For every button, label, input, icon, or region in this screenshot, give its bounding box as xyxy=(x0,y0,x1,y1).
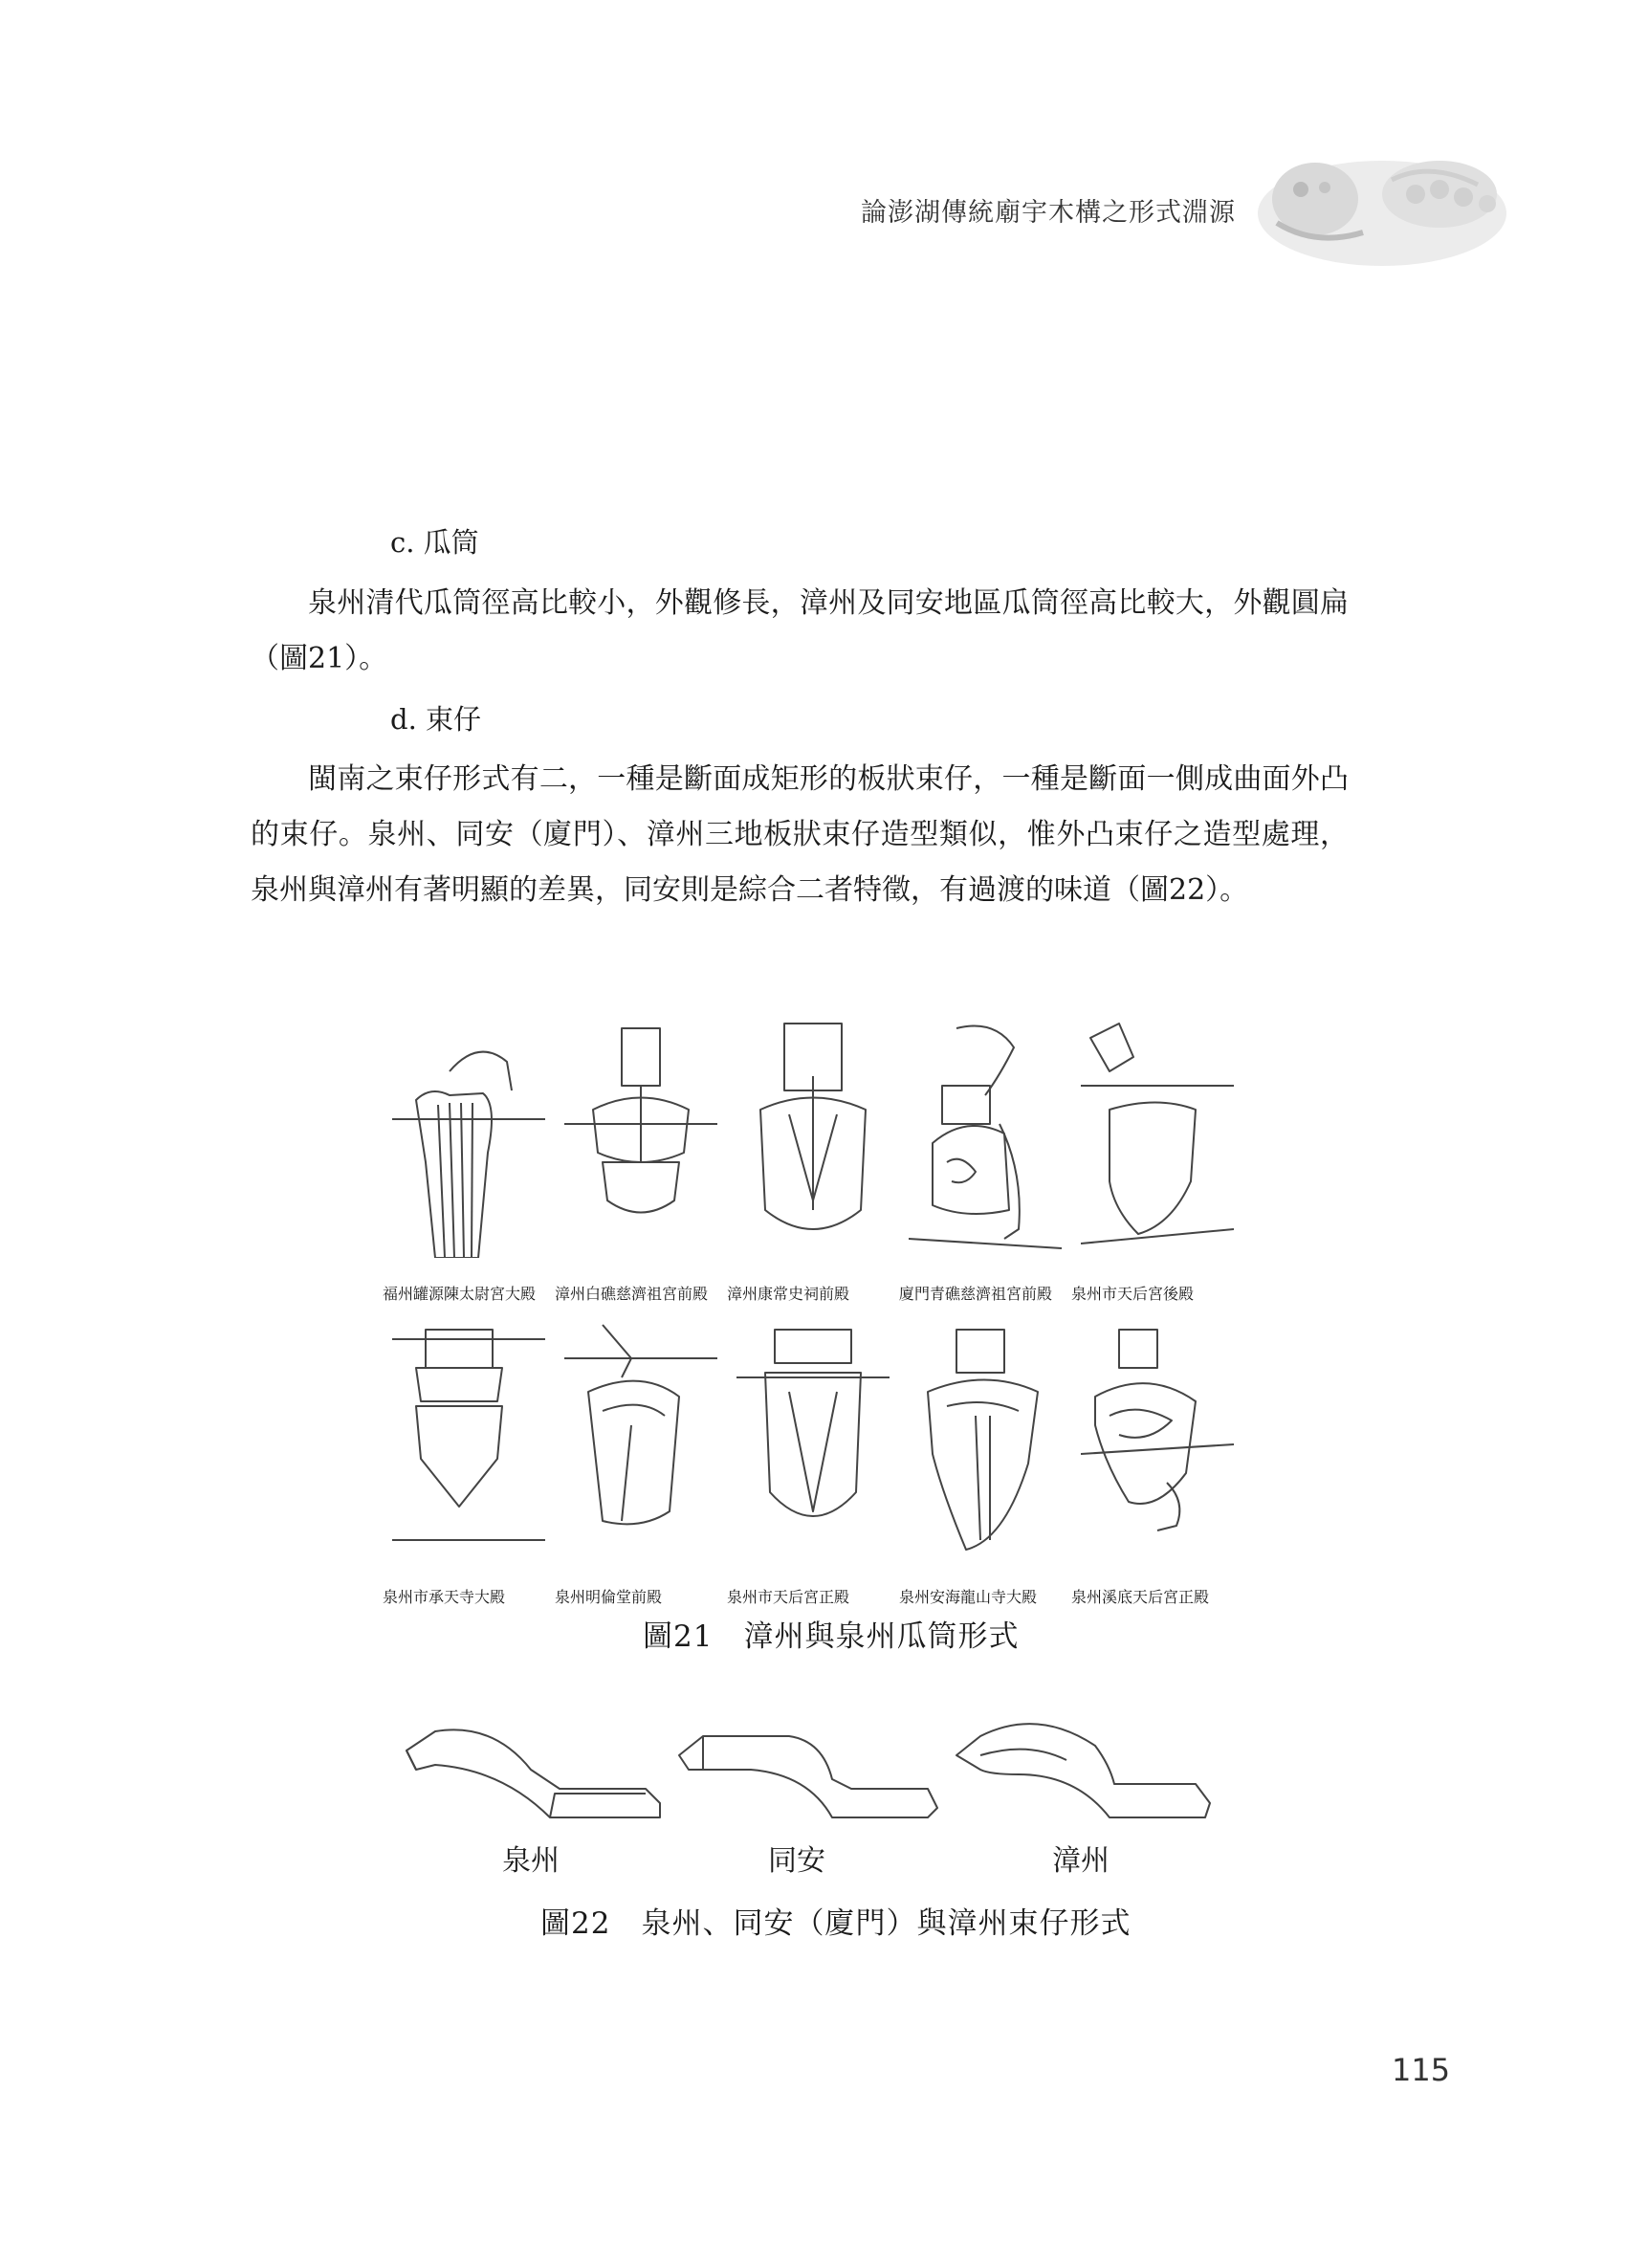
figure22-label-tongan: 同安 xyxy=(768,1844,825,1878)
melon-strut-drawing xyxy=(909,1019,1081,1258)
figure21-label: 泉州溪底天后宮正殿 xyxy=(1071,1588,1210,1606)
figure21-label: 漳州白礁慈濟祖宮前殿 xyxy=(555,1285,709,1303)
melon-strut-drawing xyxy=(392,1019,564,1258)
figure21-label: 泉州市承天寺大殿 xyxy=(383,1588,506,1606)
melon-strut-baijiao-icon xyxy=(564,1019,717,1258)
section-heading-c: c. 瓜筒 xyxy=(390,526,479,559)
paragraph-c: 泉州清代瓜筒徑高比較小，外觀修長，漳州及同安地區瓜筒徑高比較大，外觀圓扁（圖21）。 xyxy=(251,586,1349,675)
melon-strut-drawing xyxy=(1081,1019,1253,1258)
figure-22 xyxy=(387,1703,1229,1827)
figure21-label: 泉州明倫堂前殿 xyxy=(555,1588,663,1606)
melon-strut-xidi-icon xyxy=(1081,1320,1234,1559)
melon-strut-qingjiao-icon xyxy=(909,1019,1062,1258)
melon-strut-drawing xyxy=(1081,1320,1253,1559)
figure-21 xyxy=(373,1019,1234,1606)
melon-strut-longshan-icon xyxy=(909,1320,1062,1559)
figure21-label: 泉州市天后宮後殿 xyxy=(1071,1285,1195,1303)
melon-strut-drawing xyxy=(392,1320,564,1559)
figure22-label-quanzhou: 泉州 xyxy=(502,1844,560,1878)
paragraph-d: 閩南之束仔形式有二，一種是斷面成矩形的板狀束仔，一種是斷面一側成曲面外凸的束仔。泉州、同安（廈門）、漳州三地板狀束仔造型類似，惟外凸束仔之造型處理，泉州與漳州有著明顯的差異，同安則是綜合二者特徵，有過渡的味道（圖22）。 xyxy=(251,762,1349,907)
figure22-label-zhangzhou: 漳州 xyxy=(1052,1844,1110,1878)
figure21-label: 福州罐源陳太尉宮大殿 xyxy=(383,1285,537,1303)
figure21-label: 廈門青礁慈濟祖宮前殿 xyxy=(899,1285,1053,1303)
melon-strut-chengtian-icon xyxy=(392,1320,545,1559)
melon-strut-drawing xyxy=(736,1320,909,1559)
running-header-title: 論澎湖傳統廟宇木構之形式淵源 xyxy=(861,198,1236,228)
page-number: 115 xyxy=(1392,2052,1451,2088)
melon-strut-drawing xyxy=(736,1019,909,1258)
melon-strut-minglun-icon xyxy=(564,1320,717,1559)
stone-lion-icon xyxy=(1248,142,1516,275)
figure21-label: 泉州安海龍山寺大殿 xyxy=(899,1588,1038,1606)
melon-strut-fuzhou-icon xyxy=(392,1019,545,1258)
section-heading-d: d. 束仔 xyxy=(390,703,482,736)
figure22-caption: 圖22 泉州、同安（廈門）與漳州束仔形式 xyxy=(540,1906,1132,1941)
melon-strut-drawing xyxy=(909,1320,1081,1559)
melon-strut-tianhou-main-icon xyxy=(736,1320,890,1559)
melon-strut-kangchang-icon xyxy=(736,1019,890,1258)
melon-strut-drawing xyxy=(564,1019,736,1258)
melon-strut-drawing xyxy=(564,1320,736,1559)
melon-strut-tianhou-rear-icon xyxy=(1081,1019,1234,1258)
figure21-caption: 圖21 漳州與泉州瓜筒形式 xyxy=(643,1619,1020,1654)
tie-beam-drawings-icon xyxy=(387,1703,1229,1827)
figure21-label: 泉州市天后宮正殿 xyxy=(727,1588,850,1606)
figure21-label: 漳州康常史祠前殿 xyxy=(727,1285,850,1303)
